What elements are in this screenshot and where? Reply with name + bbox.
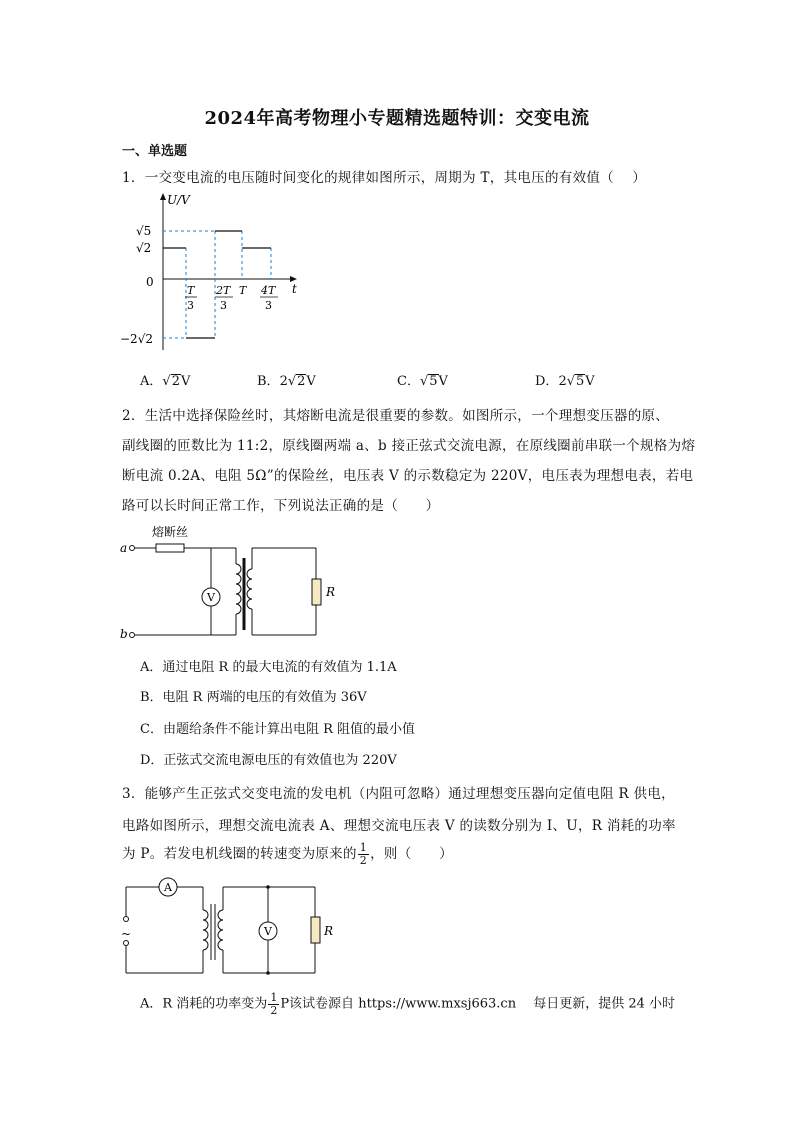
q1-option-c[interactable]: C．√5V	[397, 374, 448, 389]
q2-stem-line-1: 2．生活中选择保险丝时，其熔断电流是很重要的参数。如图所示，一个理想变压器的原、	[122, 408, 670, 424]
q1-ytick-sqrt2: √2	[136, 241, 152, 255]
q1-xtick-4t3-den: 3	[265, 299, 272, 312]
q1-y-arrow	[160, 193, 166, 200]
q2-terminal-a-dot	[130, 546, 135, 551]
q1-stem: 1．一交变电流的电压随时间变化的规律如图所示，周期为 T，其电压的有效值（ ）	[122, 170, 647, 186]
q2-resistor	[312, 579, 321, 605]
q2-circuit-diagram	[118, 520, 348, 650]
q2-resistor-label: R	[326, 585, 336, 599]
q2-option-b[interactable]: B．电阻 R 两端的电压的有效值为 36V	[140, 690, 367, 705]
q1-xtick-2t3-num: 2T	[216, 284, 231, 297]
q2-terminal-b-dot	[130, 633, 135, 638]
q3-source-terminal-bottom	[124, 941, 129, 946]
q2-voltmeter-label: V	[207, 591, 215, 604]
q3-secondary-coil	[218, 910, 223, 950]
q1-x-axis-label: t	[292, 282, 297, 296]
q1-xtick-t3-den: 3	[187, 299, 194, 312]
q1-xtick-2t3-den: 3	[220, 299, 227, 312]
q2-terminal-b: b	[120, 627, 128, 641]
q3-source-terminal-top	[124, 917, 129, 922]
q3-resistor	[311, 917, 320, 943]
q2-stem-line-4: 路可以长时间正常工作，下列说法正确的是（ ）	[122, 498, 440, 514]
q3-option-a[interactable]: A．R 消耗的功率变为 $\frac{1}{2}$ P该试卷源自 https://www.mxsj663.cn 每日更新，提供 24 小时	[140, 991, 676, 1017]
q3-source-symbol: ~	[121, 927, 132, 941]
q1-xtick-4t3-num: 4T	[261, 284, 276, 297]
section-heading: 一、单选题	[122, 144, 188, 159]
q1-origin-label: 0	[146, 275, 154, 289]
q3-circuit-diagram	[118, 874, 348, 986]
q3-stem-line-1: 3．能够产生正弦式交变电流的发电机（内阻可忽略）通过理想变压器向定值电阻 R 供电，	[122, 786, 675, 802]
q1-xtick-t: T	[239, 284, 247, 297]
q2-stem-line-3: 断电流 0.2A、电阻 5Ω”的保险丝，电压表 V 的示数稳定为 220V，电压表为理想电表，若电	[122, 468, 694, 484]
q3-option-a-fraction: $\frac{1}{2}$	[270, 991, 278, 1017]
q2-primary-coil	[236, 564, 241, 614]
q2-option-d[interactable]: D．正弦式交流电源电压的有效值也为 220V	[140, 753, 397, 768]
q1-ytick-neg2sqrt2: −2√2	[120, 332, 153, 346]
q1-option-a[interactable]: A．√2V	[140, 374, 191, 389]
q2-stem-line-2: 副线圈的匝数比为 11:2，原线圈两端 a、b 接正弦式交流电源，在原线圈前串联一个规格为熔	[122, 438, 696, 454]
q1-option-b[interactable]: B．2√2V	[257, 374, 316, 389]
page-title: 2024年高考物理小专题精选题特训：交变电流	[204, 108, 590, 129]
q3-resistor-label: R	[324, 924, 334, 938]
q2-fuse	[156, 544, 184, 552]
q3-voltmeter-label: V	[264, 925, 272, 938]
q3-fraction: $\frac{1}{2}$	[359, 841, 368, 867]
q3-stem-line-2: 电路如图所示，理想交流电流表 A、理想交流电压表 V 的读数分别为 I、U，R 消耗的功率	[122, 818, 676, 834]
q1-y-axis-label: U/V	[167, 193, 190, 207]
q3-stem-line-3: 为 P。若发电机线圈的转速变为原来的 $\frac{1}{2}$ ，则（ ）	[122, 841, 453, 867]
q2-terminal-a: a	[120, 541, 128, 555]
q2-secondary-coil	[247, 569, 252, 609]
q1-option-d[interactable]: D．2√5V	[535, 374, 595, 389]
q1-voltage-graph	[118, 190, 318, 360]
q1-ytick-sqrt5: √5	[136, 224, 152, 238]
q3-primary-coil	[203, 910, 208, 950]
q2-fuse-label: 熔断丝	[152, 525, 189, 539]
q2-option-a[interactable]: A．通过电阻 R 的最大电流的有效值为 1.1A	[140, 660, 397, 675]
q2-option-c[interactable]: C．由题给条件不能计算出电阻 R 阻值的最小值	[140, 722, 415, 737]
q3-ammeter-label: A	[164, 881, 172, 894]
q1-xtick-t3-num: T	[187, 284, 195, 297]
